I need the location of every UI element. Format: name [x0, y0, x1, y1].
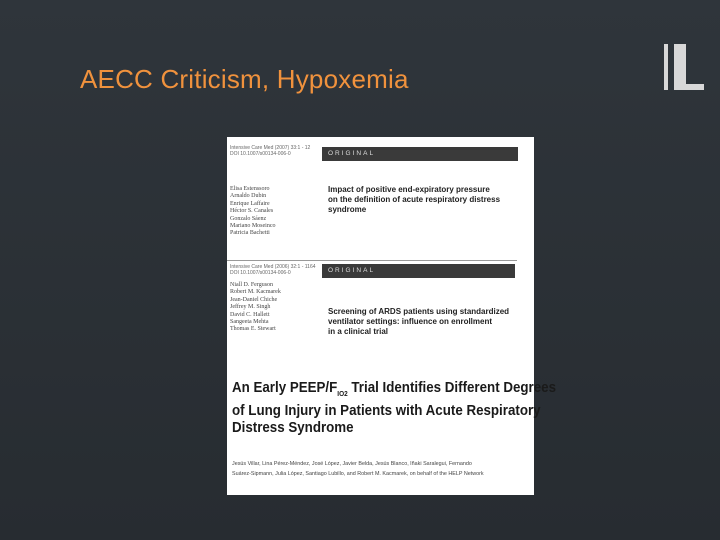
article3-title: An Early PEEP/$F_{IO2}$ Trial Identifies Different Degrees of Lung Injury in Patients with Acute Respiratory Distress Syndrome — [232, 380, 556, 436]
article1-title: Impact of positive end-expiratory pressure on the definition of acute respiratory distress syndrome — [328, 185, 501, 214]
article2-meta: Intensive Care Med (2006) 32:1 - 1164 DOI 10.1007/s00134-006-0 — [230, 264, 316, 276]
article2-banner: ORIGINAL — [322, 264, 515, 278]
paper-excerpt-image — [227, 137, 556, 495]
article2-authors: Niall D. Ferguson Robert M. Kacmarek Jean-Daniel Chiche Jeffrey M. Singh David C. Hallett Sangeeta Mehta Thomas E. Stewart — [230, 282, 281, 333]
article1-authors: Elisa Estenssoro Arnaldo Dubin Enrique Laffaire Héctor S. Canales Gonzalo Sáenz Mariano Moseinco Patricia Bachetti — [230, 186, 276, 237]
article1-meta: Intensive Care Med (2007) 33:1 - 12 DOI 10.1007/s00134-006-0 — [230, 145, 311, 157]
slide-title: AECC Criticism, Hypoxemia — [80, 64, 409, 94]
article3-byline: Jesús Villar, Lina Pérez-Méndez, José López, Javier Belda, Jesús Blanco, Iñaki Saralegui, Fernando Suárez-Sipmann, Julia López, Santiago Lubillo, and Robert M. Kacmarek, on behalf of the HELP Network — [232, 461, 484, 477]
article1-banner: ORIGINAL — [322, 147, 518, 161]
divider — [227, 260, 517, 261]
article2-title: Screening of ARDS patients using standardized ventilator settings: influence on enrollment in a clinical trial — [328, 307, 510, 336]
brand-logo — [664, 44, 704, 90]
